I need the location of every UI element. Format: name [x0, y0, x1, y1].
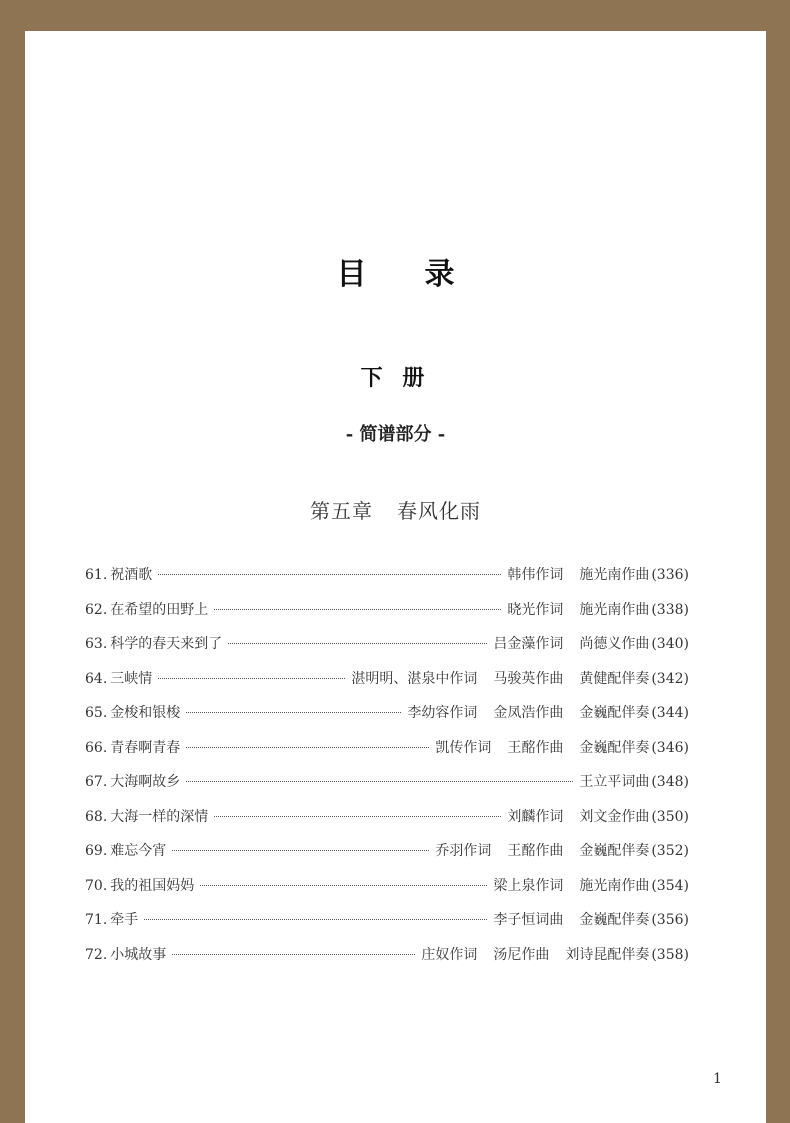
entry-number: 66.	[85, 739, 108, 756]
toc-entry[interactable]	[85, 771, 689, 806]
song-title: 在希望的田野上	[110, 601, 209, 618]
dot-leader	[214, 609, 501, 610]
dot-leader	[200, 885, 487, 886]
entry-number: 65.	[85, 705, 108, 721]
credit: 刘麟作词	[507, 808, 564, 825]
credit: 吕金藻作词	[493, 636, 564, 652]
song-title: 难忘今宵	[110, 843, 167, 859]
dot-leader	[186, 781, 573, 782]
page-ref: (354)	[651, 877, 689, 894]
page-ref: (358)	[651, 946, 689, 963]
page-ref: (356)	[651, 912, 689, 928]
song-title: 大海啊故乡	[110, 774, 181, 790]
credit: 金巍配伴奏	[579, 912, 650, 928]
credit: 刘诗昆配伴奏	[565, 946, 650, 963]
song-title: 三峡情	[110, 670, 153, 687]
credit: 尚德义作曲	[579, 636, 650, 652]
credits	[421, 944, 649, 964]
credit: 施光南作曲	[579, 567, 650, 583]
credits	[507, 599, 649, 619]
page-ref: (336)	[651, 567, 689, 583]
page-ref: (344)	[651, 705, 689, 721]
credit: 马骏英作曲	[493, 670, 564, 687]
credit: 乔羽作词	[435, 843, 492, 859]
dot-leader	[172, 850, 429, 851]
credits	[407, 702, 649, 722]
entry-number: 72.	[85, 946, 108, 963]
toc-entry[interactable]	[85, 909, 689, 944]
page-ref: (338)	[651, 601, 689, 618]
dot-leader	[228, 643, 487, 644]
credit: 王酩作曲	[507, 739, 564, 756]
entry-number: 69.	[85, 843, 108, 859]
credit: 李幼容作词	[407, 705, 478, 721]
page-number: 1	[713, 1071, 722, 1087]
toc-entry[interactable]	[85, 737, 689, 772]
chapter-name: 春风化雨	[397, 499, 481, 523]
credit: 韩伟作词	[507, 567, 564, 583]
entry-number: 61.	[85, 567, 108, 583]
credit: 黄健配伴奏	[579, 670, 650, 687]
credits	[579, 771, 649, 791]
page-ref: (342)	[651, 670, 689, 687]
credits	[507, 806, 649, 826]
credit: 金巍配伴奏	[579, 705, 650, 721]
page-title: 目录	[336, 257, 513, 292]
page-ref: (340)	[651, 636, 689, 652]
credit: 汤尼作曲	[493, 946, 550, 963]
toc-entry[interactable]	[85, 944, 689, 979]
chapter-title	[25, 495, 766, 524]
toc-entry[interactable]	[85, 599, 689, 634]
entry-number: 63.	[85, 636, 108, 652]
song-title: 青春啊青春	[110, 739, 181, 756]
entry-number: 70.	[85, 877, 108, 894]
dot-leader	[172, 954, 415, 955]
page-ref: (350)	[651, 808, 689, 825]
credit: 梁上泉作词	[493, 877, 564, 894]
credits	[507, 564, 649, 584]
entry-number: 71.	[85, 912, 108, 928]
document-page	[25, 31, 766, 1123]
dot-leader	[214, 816, 501, 817]
toc-entry[interactable]	[85, 840, 689, 875]
song-title: 牵手	[110, 912, 139, 928]
credit: 施光南作曲	[579, 877, 650, 894]
toc-entry[interactable]	[85, 633, 689, 668]
dot-leader	[186, 747, 429, 748]
toc-entry[interactable]	[85, 806, 689, 841]
credit: 金巍配伴奏	[579, 739, 650, 756]
entry-number: 62.	[85, 601, 108, 618]
credits	[493, 633, 649, 653]
dot-leader	[144, 919, 487, 920]
entry-number: 67.	[85, 774, 108, 790]
dot-leader	[158, 574, 501, 575]
song-title: 我的祖国妈妈	[110, 877, 195, 894]
credit: 凯传作词	[435, 739, 492, 756]
page-ref: (352)	[651, 843, 689, 859]
volume-title: 下 册	[360, 365, 431, 391]
entry-number: 64.	[85, 670, 108, 687]
credit: 王酩作曲	[507, 843, 564, 859]
credits	[493, 875, 649, 895]
toc-entry[interactable]	[85, 564, 689, 599]
credit: 金凤浩作曲	[493, 705, 564, 721]
credit: 庄奴作词	[421, 946, 478, 963]
credit: 金巍配伴奏	[579, 843, 650, 859]
song-title: 小城故事	[110, 946, 167, 963]
credits	[351, 668, 649, 688]
page-ref: (348)	[651, 774, 689, 790]
song-title: 祝酒歌	[110, 567, 153, 583]
dot-leader	[186, 712, 401, 713]
credit: 晓光作词	[507, 601, 564, 618]
credits	[435, 737, 649, 757]
toc-entry[interactable]	[85, 668, 689, 703]
chapter-label: 第五章	[310, 499, 373, 523]
table-of-contents	[85, 564, 689, 978]
credit: 刘文金作曲	[579, 808, 650, 825]
page-ref: (346)	[651, 739, 689, 756]
section-title: - 简谱部分 -	[345, 424, 446, 445]
credits	[493, 909, 649, 929]
credits	[435, 840, 649, 860]
credit: 李子恒词曲	[493, 912, 564, 928]
dot-leader	[158, 678, 345, 679]
credit: 施光南作曲	[579, 601, 650, 618]
entry-number: 68.	[85, 808, 108, 825]
toc-entry[interactable]	[85, 875, 689, 910]
song-title: 金梭和银梭	[110, 705, 181, 721]
song-title: 科学的春天来到了	[110, 636, 223, 652]
credit: 湛明明、湛泉中作词	[351, 670, 478, 687]
toc-entry[interactable]	[85, 702, 689, 737]
credit: 王立平词曲	[579, 774, 650, 790]
song-title: 大海一样的深情	[110, 808, 209, 825]
